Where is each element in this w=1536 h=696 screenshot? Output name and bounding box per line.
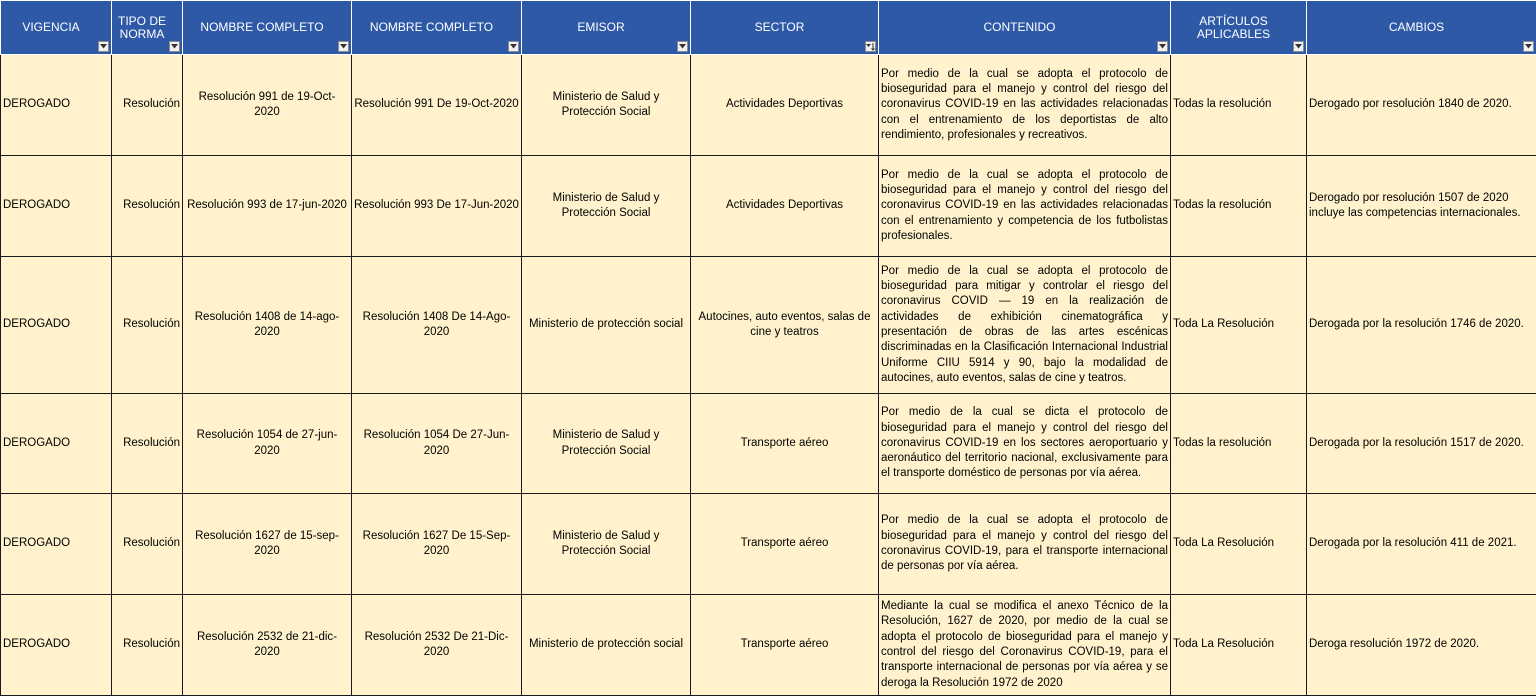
cell-vigencia[interactable]: DEROGADO [1,156,112,257]
cell-cambios[interactable]: Derogada por la resolución 1517 de 2020. [1307,394,1536,494]
filter-dropdown-icon[interactable] [1523,41,1534,52]
cell-emisor[interactable]: Ministerio de protección social [522,595,691,696]
filter-dropdown-icon[interactable] [169,41,180,52]
col-header-label: VIGENCIA [22,20,80,34]
cell-articulos[interactable]: Toda La Resolución [1171,595,1307,696]
col-header-cambios [1307,1,1536,55]
filter-dropdown-icon[interactable] [1293,41,1304,52]
col-header-label: CAMBIOS [1388,20,1445,34]
header-row [1,1,1536,55]
cell-emisor[interactable]: Ministerio de Salud y Protección Social [522,494,691,595]
table-row [1,257,1536,394]
col-header-label: TIPO DE NORMA [117,13,166,41]
cell-tipo[interactable]: Resolución [112,394,183,494]
cell-vigencia[interactable]: DEROGADO [1,494,112,595]
cell-cambios[interactable]: Derogado por resolución 1840 de 2020. [1307,55,1536,156]
cell-nombre[interactable]: Resolución 993 de 17-jun-2020 [183,156,352,257]
cell-emisor[interactable]: Ministerio de Salud y Protección Social [522,394,691,494]
cell-tipo[interactable]: Resolución [112,257,183,394]
cell-nombre-2[interactable]: Resolución 991 De 19-Oct-2020 [352,55,522,156]
cell-emisor[interactable]: Ministerio de Salud y Protección Social [522,55,691,156]
cell-nombre-2[interactable]: Resolución 1627 De 15-Sep-2020 [352,494,522,595]
col-header-emisor [522,1,691,55]
col-header-label: CONTENIDO [983,20,1056,34]
cell-contenido[interactable]: Por medio de la cual se adopta el protocolo de bioseguridad para el manejo y control del riesgo del coronavirus COVID-19, para el transporte internacional de personas por vía aérea. [879,494,1171,595]
cell-contenido[interactable]: Por medio de la cual se adopta el protocolo de bioseguridad para el manejo y control del riesgo del coronavirus COVID-19 en las actividades relacionadas con el entrenamiento de los deportistas de alto rendimiento, profesionales y recreativos. [879,55,1171,156]
filter-dropdown-icon[interactable] [508,41,519,52]
cell-cambios[interactable]: Derogada por la resolución 1746 de 2020. [1307,257,1536,394]
cell-tipo[interactable]: Resolución [112,156,183,257]
filter-dropdown-icon[interactable] [338,41,349,52]
cell-tipo[interactable]: Resolución [112,494,183,595]
cell-nombre-2[interactable]: Resolución 2532 De 21-Dic-2020 [352,595,522,696]
cell-sector[interactable]: Actividades Deportivas [691,156,879,257]
table-row [1,394,1536,494]
cell-sector[interactable]: Transporte aéreo [691,394,879,494]
col-header-vigencia [1,1,112,55]
cell-articulos[interactable]: Todas la resolución [1171,156,1307,257]
cell-tipo[interactable]: Resolución [112,55,183,156]
cell-vigencia[interactable]: DEROGADO [1,394,112,494]
filter-dropdown-icon[interactable] [1157,41,1168,52]
cell-sector[interactable]: Transporte aéreo [691,595,879,696]
col-header-nombre-completo-2 [352,1,522,55]
table-row [1,595,1536,696]
cell-nombre-2[interactable]: Resolución 1408 De 14-Ago-2020 [352,257,522,394]
cell-vigencia[interactable]: DEROGADO [1,55,112,156]
cell-articulos[interactable]: Todas la resolución [1171,394,1307,494]
cell-nombre[interactable]: Resolución 1054 de 27-jun-2020 [183,394,352,494]
cell-articulos[interactable]: Toda La Resolución [1171,257,1307,394]
col-header-label: ARTÍCULOS APLICABLES [1196,13,1271,41]
col-header-articulos [1171,1,1307,55]
filter-dropdown-icon[interactable] [677,41,688,52]
cell-tipo[interactable]: Resolución [112,595,183,696]
table-row [1,494,1536,595]
col-header-label: NOMBRE COMPLETO [200,20,324,34]
cell-nombre-2[interactable]: Resolución 993 De 17-Jun-2020 [352,156,522,257]
sort-filter-icon[interactable] [865,41,876,52]
cell-sector[interactable]: Actividades Deportivas [691,55,879,156]
cell-contenido[interactable]: Por medio de la cual se adopta el protocolo de bioseguridad para mitigar y controlar el riesgo del coronavirus COVID — 19 en la realización de actividades de exhibición cinematográfica y presentación de obras de las artes escénicas discriminadas en la Clasificación Internacional Industrial Uniforme CIIU 5914 y 90, bajo la modalidad de autocines, auto eventos, salas de cine y teatros. [879,257,1171,394]
col-header-label: NOMBRE COMPLETO [369,20,494,34]
filter-dropdown-icon[interactable] [98,41,109,52]
col-header-nombre-completo [183,1,352,55]
col-header-label: EMISOR [577,20,625,34]
col-header-sector [691,1,879,55]
cell-contenido[interactable]: Mediante la cual se modifica el anexo Técnico de la Resolución, 1627 de 2020, por medio de la cual se adopta el protocolo de bioseguridad para el manejo y control del riesgo del Coronavirus COVID-19, para el transporte internacional de personas por vía aérea y se deroga la Resolución 1972 de 2020 [879,595,1171,696]
cell-nombre[interactable]: Resolución 991 de 19-Oct- 2020 [183,55,352,156]
cell-articulos[interactable]: Todas la resolución [1171,55,1307,156]
cell-cambios[interactable]: Derogada por la resolución 411 de 2021. [1307,494,1536,595]
cell-nombre[interactable]: Resolución 2532 de 21-dic-2020 [183,595,352,696]
cell-emisor[interactable]: Ministerio de protección social [522,257,691,394]
col-header-tipo [112,1,183,55]
table-row [1,156,1536,257]
col-header-contenido [879,1,1171,55]
cell-vigencia[interactable]: DEROGADO [1,257,112,394]
table-row [1,55,1536,156]
col-header-label: SECTOR [754,20,805,34]
cell-emisor[interactable]: Ministerio de Salud y Protección Social [522,156,691,257]
cell-nombre[interactable]: Resolución 1408 de 14-ago-2020 [183,257,352,394]
cell-contenido[interactable]: Por medio de la cual se dicta el protocolo de bioseguridad para el manejo y control del riesgo del coronavirus COVID-19 en los sectores aeroportuario y aeronáutico del territorio nacional, exclusivamente para el transporte doméstico de personas por vía aérea. [879,394,1171,494]
cell-nombre-2[interactable]: Resolución 1054 De 27-Jun-2020 [352,394,522,494]
cell-cambios[interactable]: Derogado por resolución 1507 de 2020 incluye las competencias internacionales. [1307,156,1536,257]
cell-contenido[interactable]: Por medio de la cual se adopta el protocolo de bioseguridad para el manejo y control del riesgo del coronavirus COVID-19 en las actividades relacionadas con el entrenamiento y competencia de los futbolistas profesionales. [879,156,1171,257]
cell-nombre[interactable]: Resolución 1627 de 15-sep-2020 [183,494,352,595]
cell-cambios[interactable]: Deroga resolución 1972 de 2020. [1307,595,1536,696]
cell-sector[interactable]: Autocines, auto eventos, salas de cine y teatros [691,257,879,394]
cell-sector[interactable]: Transporte aéreo [691,494,879,595]
cell-articulos[interactable]: Toda La Resolución [1171,494,1307,595]
cell-vigencia[interactable]: DEROGADO [1,595,112,696]
